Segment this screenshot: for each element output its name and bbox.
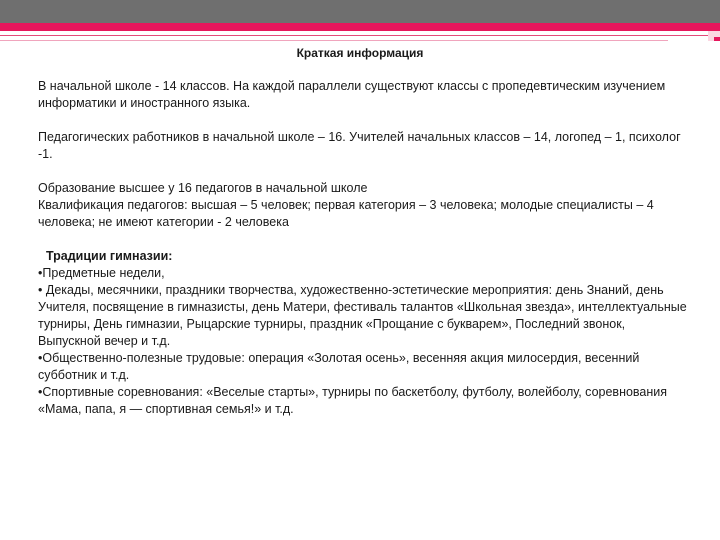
- list-item-text: Спортивные соревнования: «Веселые старты», турниры по баскетболу, футболу, волейболу, соревнования «Мама, папа, я — спортивная семья!» и т.д.: [38, 385, 668, 416]
- paragraph-classes: В начальной школе - 14 классов. На каждой параллели существуют классы с пропедевтическим изучением информатики и иностранного языка.: [38, 79, 666, 110]
- list-item: [38, 384, 688, 418]
- top-gray-bar: [0, 0, 720, 23]
- list-item: [38, 282, 688, 350]
- list-item: [38, 265, 688, 282]
- header-divider-line-secondary: [0, 40, 668, 41]
- paragraph-education: Образование высшее у 16 педагогов в начальной школе: [38, 181, 368, 195]
- slide-content: [38, 78, 688, 418]
- bullet-icon: •: [38, 385, 43, 399]
- traditions-heading: Традиции гимназии:: [46, 249, 173, 263]
- list-item-text: Общественно-полезные трудовые: операция «Золотая осень», весенняя акция милосердия, весенний субботник и т.д.: [38, 351, 640, 382]
- top-pink-bar: [0, 23, 720, 31]
- slide-title: Краткая информация: [296, 46, 424, 60]
- list-item: [38, 350, 688, 384]
- bullet-icon: •: [38, 283, 43, 297]
- bullet-icon: •: [38, 351, 43, 365]
- paragraph-staff: Педагогических работников в начальной школе – 16. Учителей начальных классов – 14, логопед – 1, психолог -1.: [38, 130, 681, 161]
- header-divider-line: [0, 35, 710, 36]
- paragraph-qualification: Квалификация педагогов: высшая – 5 человек; первая категория – 3 человека; молодые специалисты – 4 человека; не имеют категории - 2 человека: [38, 198, 654, 229]
- list-item-text: Декады, месячники, праздники творчества, художественно-эстетические мероприятия: день Знаний, день Учителя, посвящение в гимназисты, день Матери, фестиваль талантов «Школьная звезда», интеллектуальные турниры, День гимназии, Рыцарские турниры, праздник «Прощание с букварем», Последний звонок, Выпускной вечер и т.д.: [38, 283, 687, 348]
- list-item-text: Предметные недели,: [42, 266, 165, 280]
- bullet-icon: •: [38, 266, 43, 280]
- header-side-accent: [714, 37, 720, 41]
